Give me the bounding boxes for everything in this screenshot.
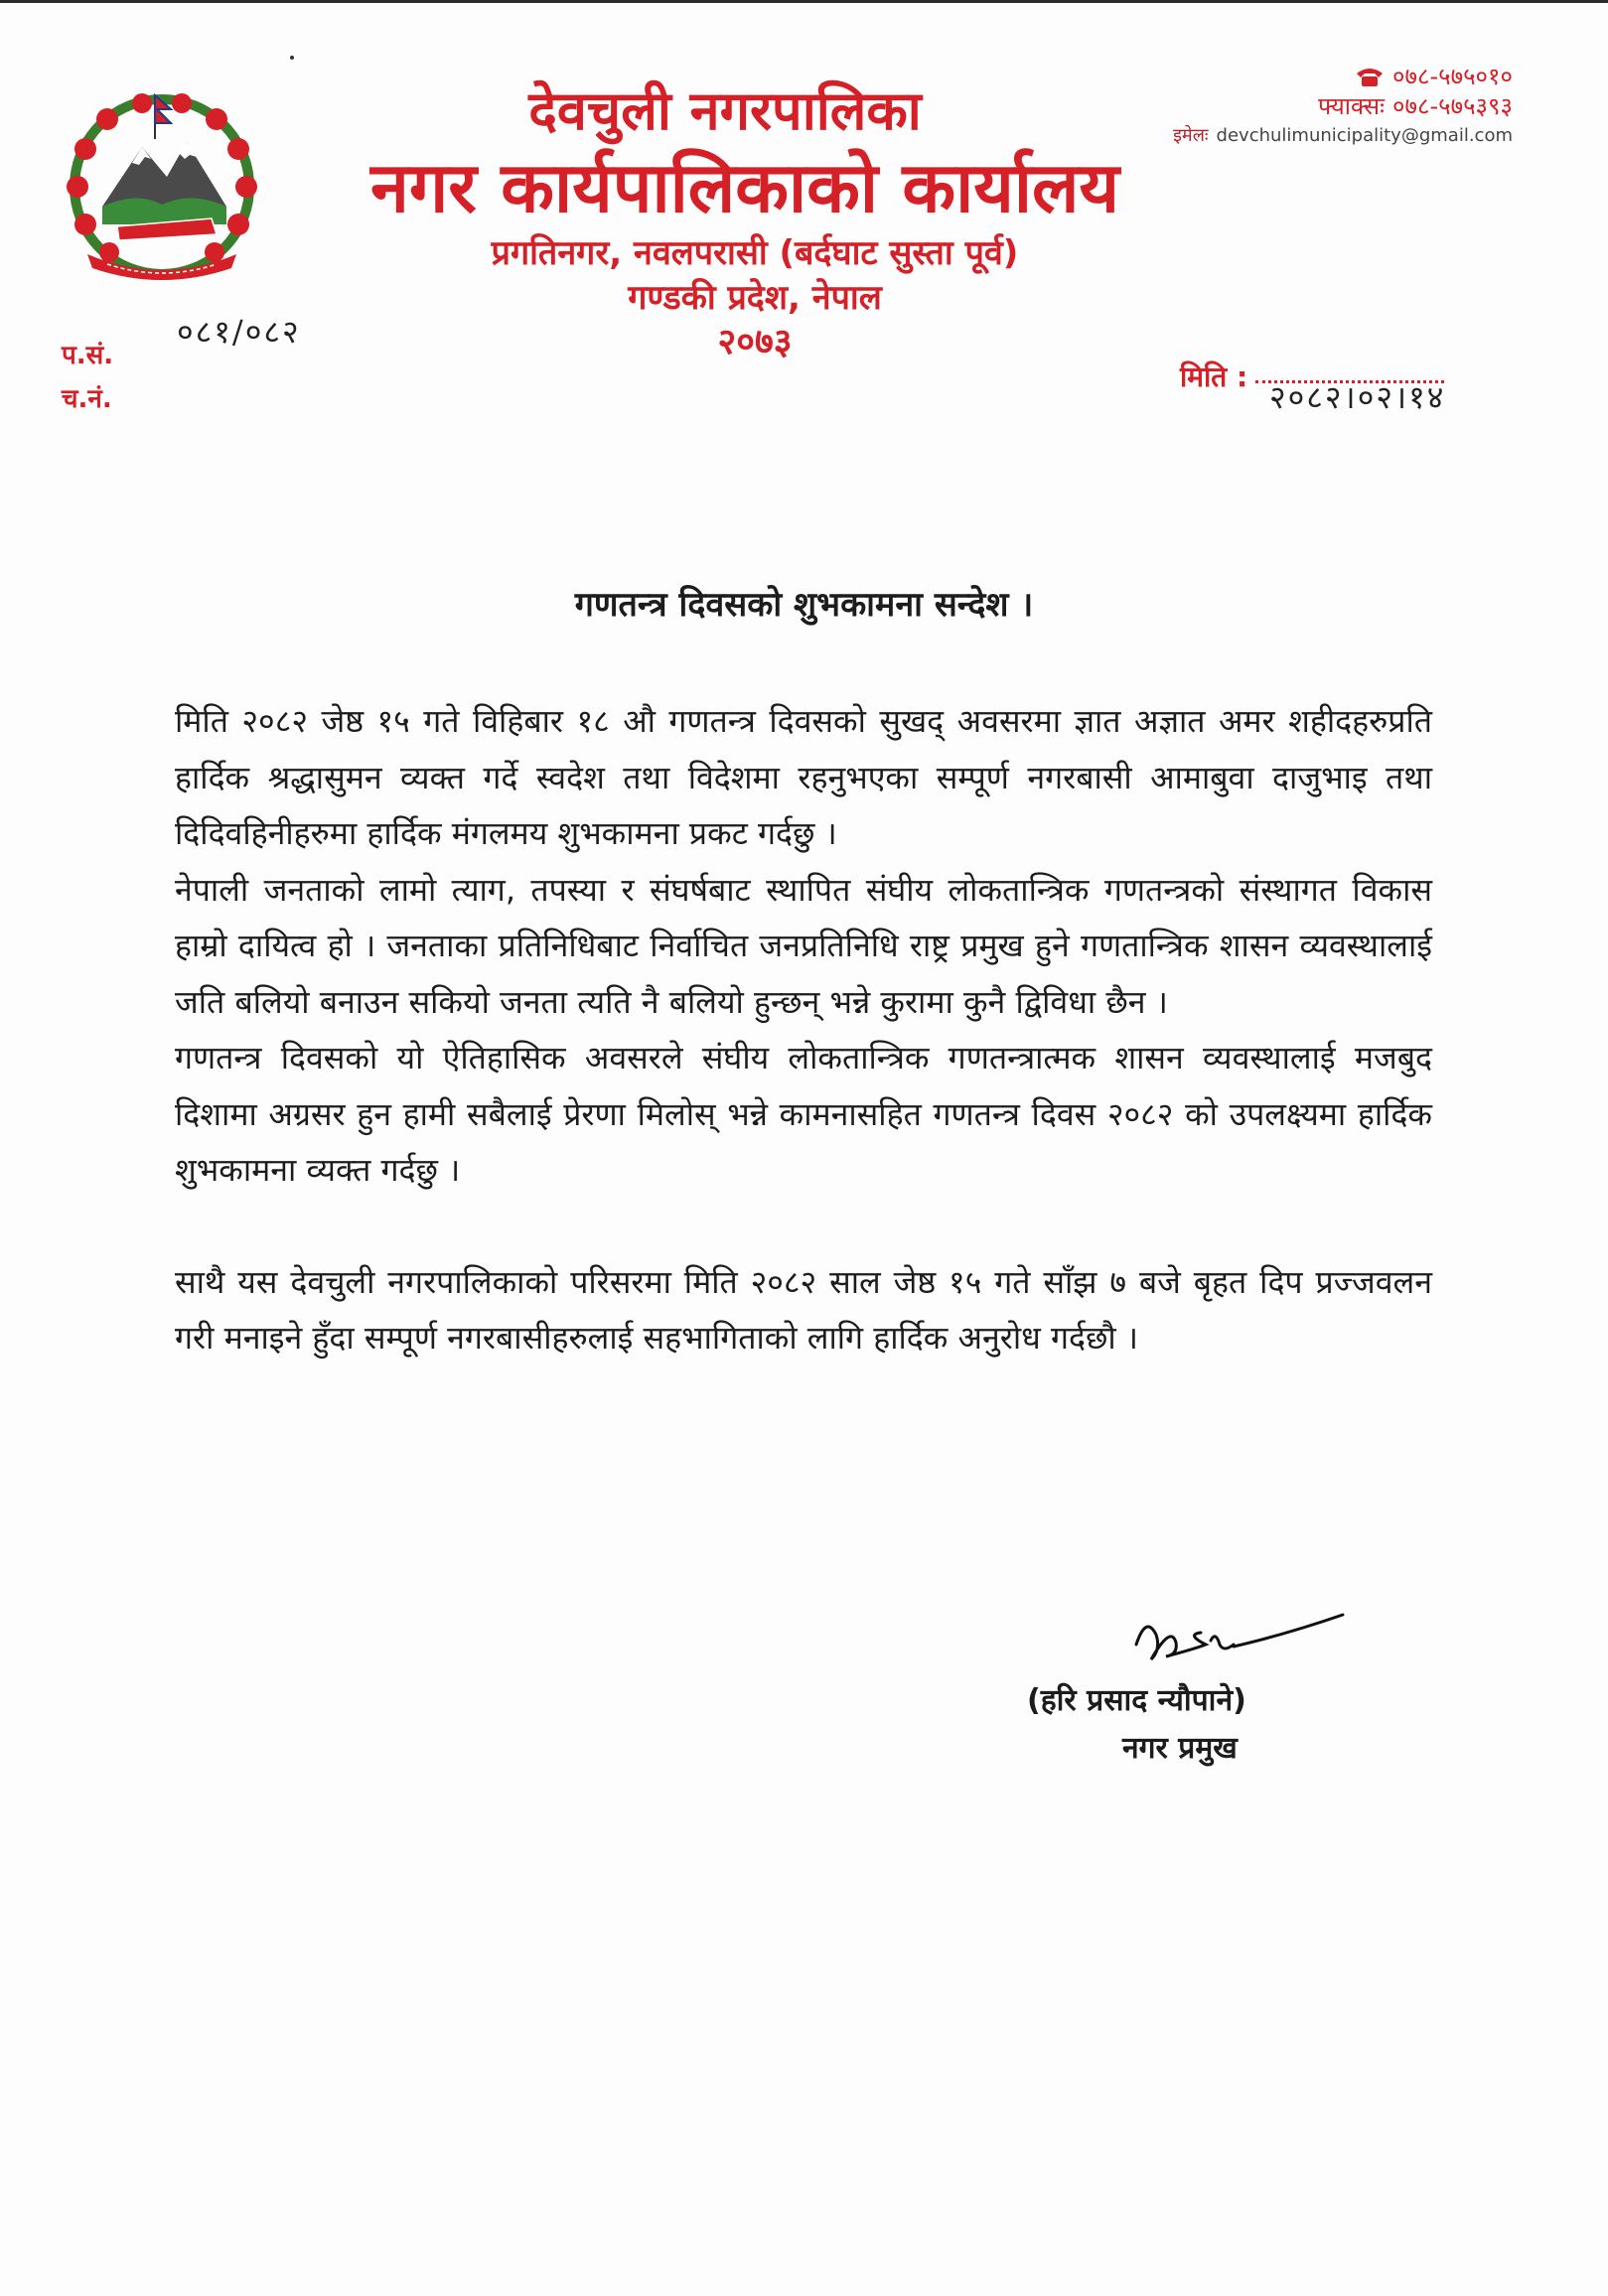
letter-subject: गणतन्त्र दिवसको शुभकामना सन्देश । [574, 585, 1034, 625]
province: गण्डकी प्रदेश, नेपाल [628, 278, 882, 318]
handwritten-signature [1116, 1605, 1355, 1684]
cn-label: च.नं. [62, 384, 112, 414]
phone-row [1096, 62, 1513, 91]
fax-number: ०७८-५७५३९३ [1392, 92, 1513, 120]
municipality-name: देवचुली नगरपालिका [528, 79, 922, 142]
signatory-name: (हरि प्रसाद न्यौपाने) [1027, 1683, 1246, 1718]
office-address: प्रगतिनगर, नवलपरासी (बर्दघाट सुस्ता पूर्व) [491, 233, 1019, 273]
paragraph-4: साथै यस देवचुली नगरपालिकाको परिसरमा मिति २०८२ साल जेष्ठ १५ गते साँझ ७ बजे बृहत दिप प्रज्जवलन गरी मनाइने हुँदा सम्पूर्ण नगरबासीहरुलाई सहभागिताको लागि हार्दिक अनुरोध गर्दछौ । [175, 1262, 1432, 1357]
ink-speck [290, 56, 294, 60]
reference-labels [62, 334, 113, 421]
paragraph-2: नेपाली जनताको लामो त्याग, तपस्या र संघर्षबाट स्थापित संघीय लोकतान्त्रिक गणतन्त्रको संस्थागत विकास हाम्रो दायित्व हो । जनताका प्रतिनिधिबाट निर्वाचित जनप्रतिनिधि राष्ट्र प्रमुख हुने गणतान्त्रिक शासन व्यवस्थालाई जति बलियो बनाउन सकियो जनता त्यति नै बलियो हुन्छन् भन्ने कुरामा कुनै द्विविधा छैन । [175, 870, 1432, 1021]
top-border [0, 0, 1608, 3]
office-name: नगर कार्यपालिकाको कार्यालय [369, 147, 1120, 228]
contact-info [1096, 62, 1513, 151]
email-address: devchulimunicipality@gmail.com [1216, 125, 1513, 146]
email-label: इमेलः [1173, 125, 1209, 146]
fax-row [1096, 91, 1513, 121]
ps-value: ०८१/०८२ [177, 313, 301, 351]
date-value: २०८२।०२।१४ [1269, 378, 1446, 416]
fax-label: फ्याक्सः [1317, 92, 1386, 120]
phone-number: ०७८-५७५०१० [1392, 63, 1513, 90]
letter-body [175, 693, 1432, 1366]
paragraph-1: मिति २०८२ जेष्ठ १५ गते विहिबार १८ औ गणतन्त्र दिवसको सुखद् अवसरमा ज्ञात अज्ञात अमर शहीदहरुप्रति हार्दिक श्रद्धासुमन व्यक्त गर्दे स्वदेश तथा विदेशमा रहनुभएका सम्पूर्ण नगरबासी आमाबुवा दाजुभाइ तथा दिदिवहिनीहरुमा हार्दिक मंगलमय शुभकामना प्रकट गर्दछु । [175, 702, 1432, 852]
ps-label: प.सं. [62, 341, 114, 370]
letterhead [328, 77, 1222, 365]
signatory-title: नगर प्रमुख [1122, 1731, 1238, 1766]
date-label: मिति : [1180, 360, 1248, 393]
email-row [1096, 121, 1513, 151]
paragraph-3: गणतन्त्र दिवसको यो ऐतिहासिक अवसरले संघीय लोकतान्त्रिक गणतन्त्रात्मक शासन व्यवस्थालाई मजबुद दिशामा अग्रसर हुन हामी सबैलाई प्रेरणा मिलोस् भन्ने कामनासहित गणतन्त्र दिवस २०८२ को उपलक्ष्यमा हार्दिक शुभकामना व्यक्त गर्दछु । [175, 1039, 1432, 1189]
established-year: २०७३ [717, 322, 793, 362]
telephone-icon [1355, 66, 1385, 87]
